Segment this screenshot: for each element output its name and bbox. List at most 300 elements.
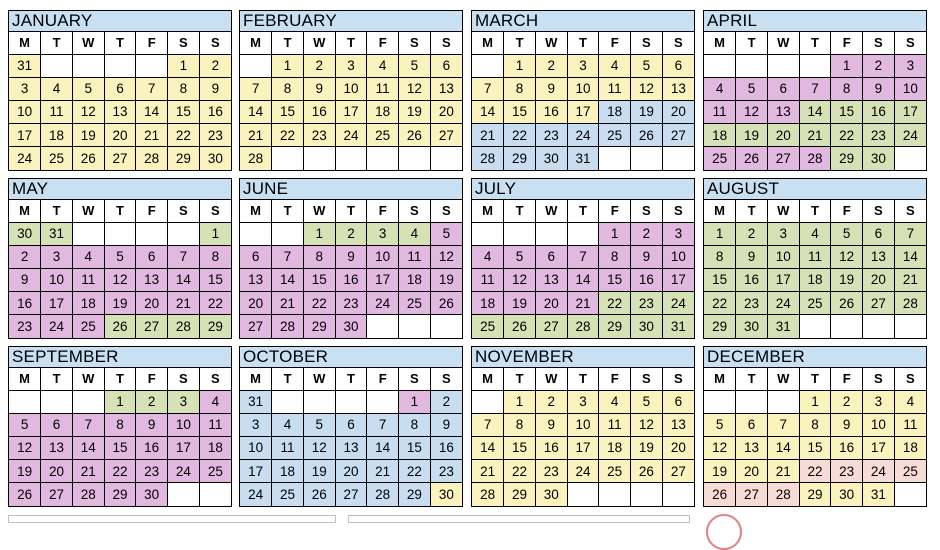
day-cell: 3 — [9, 77, 41, 100]
empty-day-cell — [72, 222, 104, 245]
day-cell: 14 — [240, 100, 272, 123]
day-cell: 14 — [799, 100, 831, 123]
day-cell: 1 — [303, 222, 335, 245]
day-cell: 28 — [472, 483, 504, 506]
day-cell: 14 — [472, 100, 504, 123]
week-row — [9, 315, 231, 338]
day-cell: 23 — [863, 124, 895, 147]
weekday-header: M — [472, 368, 504, 390]
day-cell: 6 — [335, 413, 367, 436]
day-cell: 19 — [399, 100, 431, 123]
day-cell: 30 — [535, 147, 567, 170]
day-cell: 27 — [104, 147, 136, 170]
weekday-header: F — [367, 32, 399, 54]
week-row — [704, 483, 926, 506]
day-cell: 1 — [168, 54, 200, 77]
day-cell: 30 — [335, 315, 367, 338]
weekday-header: S — [894, 368, 926, 390]
day-cell: 4 — [704, 77, 736, 100]
empty-day-cell — [367, 315, 399, 338]
day-cell: 30 — [736, 315, 768, 338]
weekday-header: F — [367, 368, 399, 390]
day-cell: 17 — [240, 460, 272, 483]
day-cell: 5 — [399, 54, 431, 77]
day-cell: 15 — [199, 268, 231, 291]
day-cell: 15 — [303, 268, 335, 291]
month-grid — [472, 32, 694, 170]
day-cell: 2 — [335, 222, 367, 245]
day-cell: 25 — [41, 147, 73, 170]
day-cell: 24 — [240, 483, 272, 506]
day-cell: 25 — [199, 460, 231, 483]
day-cell: 13 — [863, 245, 895, 268]
day-cell: 8 — [168, 77, 200, 100]
weekday-header: S — [399, 200, 431, 222]
day-cell: 1 — [599, 222, 631, 245]
empty-day-cell — [567, 222, 599, 245]
empty-day-cell — [662, 483, 694, 506]
weekday-header: T — [504, 32, 536, 54]
day-cell: 5 — [631, 54, 663, 77]
weekday-header: S — [168, 200, 200, 222]
day-cell: 28 — [799, 147, 831, 170]
empty-day-cell — [535, 222, 567, 245]
weekday-header: S — [399, 32, 431, 54]
day-cell: 9 — [535, 77, 567, 100]
day-cell: 7 — [472, 77, 504, 100]
weekday-header: T — [736, 368, 768, 390]
day-cell: 20 — [736, 460, 768, 483]
weekday-header: M — [704, 200, 736, 222]
day-cell: 13 — [240, 268, 272, 291]
day-cell: 21 — [799, 124, 831, 147]
day-cell: 19 — [72, 124, 104, 147]
day-cell: 26 — [631, 460, 663, 483]
day-cell: 18 — [894, 436, 926, 459]
week-row — [472, 292, 694, 315]
day-cell: 8 — [303, 245, 335, 268]
day-cell: 26 — [104, 315, 136, 338]
day-cell: 21 — [894, 268, 926, 291]
day-cell: 20 — [430, 100, 462, 123]
month-grid — [704, 368, 926, 506]
day-cell: 3 — [367, 222, 399, 245]
week-row — [704, 100, 926, 123]
month-grid — [472, 368, 694, 506]
week-row — [704, 436, 926, 459]
day-cell: 10 — [863, 413, 895, 436]
day-cell: 11 — [599, 413, 631, 436]
day-cell: 26 — [736, 147, 768, 170]
week-row — [9, 292, 231, 315]
day-cell: 4 — [799, 222, 831, 245]
week-row — [704, 390, 926, 413]
weekday-header: W — [303, 200, 335, 222]
day-cell: 24 — [567, 124, 599, 147]
day-cell: 21 — [136, 124, 168, 147]
weekday-header: S — [168, 32, 200, 54]
month-grid — [240, 200, 462, 338]
day-cell: 3 — [567, 54, 599, 77]
day-cell: 15 — [272, 100, 304, 123]
week-row — [240, 292, 462, 315]
weekday-header: F — [599, 368, 631, 390]
weekday-header: T — [736, 32, 768, 54]
empty-day-cell — [831, 315, 863, 338]
day-cell: 5 — [504, 245, 536, 268]
weekday-header: S — [199, 200, 231, 222]
day-cell: 19 — [631, 436, 663, 459]
day-cell: 15 — [831, 100, 863, 123]
day-cell: 6 — [136, 245, 168, 268]
weekday-header: T — [567, 32, 599, 54]
week-row — [704, 77, 926, 100]
day-cell: 29 — [504, 147, 536, 170]
day-cell: 5 — [736, 77, 768, 100]
day-cell: 12 — [736, 100, 768, 123]
day-cell: 29 — [799, 483, 831, 506]
day-cell: 6 — [104, 77, 136, 100]
weekday-header: T — [799, 368, 831, 390]
day-cell: 30 — [9, 222, 41, 245]
empty-day-cell — [168, 483, 200, 506]
day-cell: 4 — [41, 77, 73, 100]
day-cell: 11 — [199, 413, 231, 436]
week-row — [472, 124, 694, 147]
weekday-header: F — [136, 368, 168, 390]
day-cell: 12 — [631, 413, 663, 436]
day-cell: 12 — [430, 245, 462, 268]
day-cell: 19 — [430, 268, 462, 291]
week-row — [704, 147, 926, 170]
day-cell: 14 — [168, 268, 200, 291]
month-name: FEBRUARY — [240, 11, 462, 32]
week-row — [704, 268, 926, 291]
month-name: DECEMBER — [704, 347, 926, 368]
week-row — [240, 222, 462, 245]
day-cell: 15 — [104, 436, 136, 459]
footer-box-left — [8, 515, 336, 523]
day-cell: 5 — [104, 245, 136, 268]
day-cell: 22 — [399, 460, 431, 483]
empty-day-cell — [662, 147, 694, 170]
day-cell: 2 — [199, 54, 231, 77]
day-cell: 8 — [104, 413, 136, 436]
day-cell: 21 — [168, 292, 200, 315]
day-cell: 25 — [894, 460, 926, 483]
day-cell: 12 — [831, 245, 863, 268]
week-row — [472, 436, 694, 459]
empty-day-cell — [72, 390, 104, 413]
day-cell: 21 — [72, 460, 104, 483]
week-row — [240, 413, 462, 436]
day-cell: 10 — [335, 77, 367, 100]
weekday-header-row — [9, 368, 231, 390]
day-cell: 3 — [41, 245, 73, 268]
day-cell: 21 — [472, 460, 504, 483]
day-cell: 14 — [472, 436, 504, 459]
month-name: OCTOBER — [240, 347, 462, 368]
day-cell: 1 — [704, 222, 736, 245]
day-cell: 16 — [430, 436, 462, 459]
empty-day-cell — [399, 315, 431, 338]
day-cell: 28 — [367, 483, 399, 506]
week-row — [9, 100, 231, 123]
day-cell: 18 — [599, 100, 631, 123]
month-september — [8, 346, 232, 507]
month-grid — [9, 368, 231, 506]
day-cell: 11 — [472, 268, 504, 291]
weekday-header: W — [767, 200, 799, 222]
day-cell: 31 — [9, 54, 41, 77]
day-cell: 10 — [767, 245, 799, 268]
week-row — [240, 147, 462, 170]
day-cell: 5 — [430, 222, 462, 245]
day-cell: 26 — [9, 483, 41, 506]
day-cell: 20 — [41, 460, 73, 483]
week-row — [240, 460, 462, 483]
day-cell: 11 — [599, 77, 631, 100]
weekday-header: W — [72, 32, 104, 54]
weekday-header: T — [799, 32, 831, 54]
day-cell: 16 — [535, 100, 567, 123]
day-cell: 10 — [567, 413, 599, 436]
month-july — [471, 178, 695, 339]
weekday-header: F — [599, 200, 631, 222]
day-cell: 8 — [399, 413, 431, 436]
day-cell: 12 — [631, 77, 663, 100]
month-may — [8, 178, 232, 339]
weekday-header: S — [894, 32, 926, 54]
day-cell: 20 — [335, 460, 367, 483]
month-grid — [240, 368, 462, 506]
weekday-header: F — [599, 32, 631, 54]
weekday-header: M — [9, 368, 41, 390]
day-cell: 6 — [767, 77, 799, 100]
weekday-header: F — [136, 32, 168, 54]
day-cell: 11 — [272, 436, 304, 459]
day-cell: 27 — [535, 315, 567, 338]
day-cell: 18 — [599, 436, 631, 459]
day-cell: 18 — [472, 292, 504, 315]
weekday-header-row — [704, 200, 926, 222]
week-row — [472, 245, 694, 268]
week-row — [472, 268, 694, 291]
day-cell: 3 — [240, 413, 272, 436]
week-row — [9, 268, 231, 291]
weekday-header: F — [831, 368, 863, 390]
weekday-header: W — [303, 368, 335, 390]
day-cell: 9 — [736, 245, 768, 268]
week-row — [472, 315, 694, 338]
day-cell: 4 — [72, 245, 104, 268]
day-cell: 21 — [567, 292, 599, 315]
day-cell: 29 — [168, 147, 200, 170]
weekday-header-row — [704, 368, 926, 390]
day-cell: 14 — [136, 100, 168, 123]
day-cell: 17 — [567, 100, 599, 123]
day-cell: 23 — [9, 315, 41, 338]
day-cell: 24 — [335, 124, 367, 147]
weekday-header: S — [863, 32, 895, 54]
day-cell: 6 — [662, 390, 694, 413]
weekday-header: S — [199, 32, 231, 54]
day-cell: 31 — [662, 315, 694, 338]
day-cell: 31 — [567, 147, 599, 170]
day-cell: 9 — [863, 77, 895, 100]
day-cell: 30 — [831, 483, 863, 506]
day-cell: 12 — [303, 436, 335, 459]
weekday-header-row — [472, 32, 694, 54]
weekday-header: T — [335, 200, 367, 222]
day-cell: 11 — [894, 413, 926, 436]
empty-day-cell — [736, 54, 768, 77]
day-cell: 30 — [199, 147, 231, 170]
month-name: SEPTEMBER — [9, 347, 231, 368]
week-row — [472, 147, 694, 170]
month-november — [471, 346, 695, 507]
day-cell: 6 — [240, 245, 272, 268]
empty-day-cell — [504, 222, 536, 245]
empty-day-cell — [599, 147, 631, 170]
day-cell: 1 — [199, 222, 231, 245]
day-cell: 10 — [662, 245, 694, 268]
day-cell: 25 — [272, 483, 304, 506]
month-june — [239, 178, 463, 339]
day-cell: 26 — [704, 483, 736, 506]
weekday-header: M — [472, 200, 504, 222]
day-cell: 23 — [335, 292, 367, 315]
week-row — [240, 245, 462, 268]
day-cell: 1 — [272, 54, 304, 77]
day-cell: 2 — [631, 222, 663, 245]
day-cell: 22 — [799, 460, 831, 483]
week-row — [704, 460, 926, 483]
week-row — [240, 390, 462, 413]
day-cell: 22 — [599, 292, 631, 315]
day-cell: 8 — [504, 77, 536, 100]
weekday-header: M — [472, 32, 504, 54]
day-cell: 25 — [799, 292, 831, 315]
day-cell: 23 — [136, 460, 168, 483]
week-row — [704, 315, 926, 338]
weekday-header: M — [704, 368, 736, 390]
day-cell: 29 — [599, 315, 631, 338]
day-cell: 21 — [367, 460, 399, 483]
day-cell: 24 — [567, 460, 599, 483]
week-row — [472, 54, 694, 77]
day-cell: 29 — [704, 315, 736, 338]
empty-day-cell — [240, 54, 272, 77]
day-cell: 20 — [136, 292, 168, 315]
day-cell: 3 — [863, 390, 895, 413]
day-cell: 20 — [104, 124, 136, 147]
day-cell: 27 — [136, 315, 168, 338]
footer-logo-circle — [706, 514, 742, 550]
day-cell: 13 — [767, 100, 799, 123]
weekday-header: M — [240, 368, 272, 390]
day-cell: 7 — [894, 222, 926, 245]
month-august — [703, 178, 927, 339]
weekday-header: S — [863, 368, 895, 390]
day-cell: 18 — [272, 460, 304, 483]
weekday-header: T — [335, 32, 367, 54]
week-row — [9, 147, 231, 170]
empty-day-cell — [104, 54, 136, 77]
day-cell: 20 — [662, 436, 694, 459]
month-grid — [472, 200, 694, 338]
day-cell: 13 — [41, 436, 73, 459]
day-cell: 19 — [831, 268, 863, 291]
week-row — [472, 413, 694, 436]
day-cell: 1 — [799, 390, 831, 413]
day-cell: 8 — [504, 413, 536, 436]
day-cell: 7 — [567, 245, 599, 268]
day-cell: 7 — [72, 413, 104, 436]
day-cell: 28 — [168, 315, 200, 338]
month-grid — [704, 200, 926, 338]
month-name: JULY — [472, 179, 694, 200]
day-cell: 2 — [303, 54, 335, 77]
week-row — [704, 245, 926, 268]
day-cell: 19 — [303, 460, 335, 483]
day-cell: 16 — [335, 268, 367, 291]
day-cell: 9 — [199, 77, 231, 100]
day-cell: 22 — [104, 460, 136, 483]
day-cell: 7 — [472, 413, 504, 436]
empty-day-cell — [104, 222, 136, 245]
weekday-header: W — [72, 200, 104, 222]
day-cell: 20 — [662, 100, 694, 123]
day-cell: 7 — [136, 77, 168, 100]
day-cell: 28 — [272, 315, 304, 338]
weekday-header: T — [272, 368, 304, 390]
day-cell: 13 — [535, 268, 567, 291]
day-cell: 7 — [240, 77, 272, 100]
empty-day-cell — [894, 483, 926, 506]
day-cell: 27 — [335, 483, 367, 506]
day-cell: 17 — [767, 268, 799, 291]
day-cell: 28 — [767, 483, 799, 506]
day-cell: 12 — [704, 436, 736, 459]
day-cell: 21 — [272, 292, 304, 315]
day-cell: 6 — [662, 54, 694, 77]
day-cell: 13 — [662, 413, 694, 436]
day-cell: 31 — [767, 315, 799, 338]
day-cell: 23 — [535, 124, 567, 147]
month-name: NOVEMBER — [472, 347, 694, 368]
weekday-header: T — [504, 200, 536, 222]
week-row — [9, 245, 231, 268]
day-cell: 4 — [272, 413, 304, 436]
day-cell: 12 — [72, 100, 104, 123]
day-cell: 14 — [72, 436, 104, 459]
day-cell: 27 — [863, 292, 895, 315]
day-cell: 16 — [863, 100, 895, 123]
day-cell: 10 — [168, 413, 200, 436]
day-cell: 21 — [472, 124, 504, 147]
weekday-header: T — [504, 368, 536, 390]
day-cell: 3 — [168, 390, 200, 413]
day-cell: 17 — [41, 292, 73, 315]
day-cell: 7 — [272, 245, 304, 268]
day-cell: 25 — [704, 147, 736, 170]
day-cell: 25 — [72, 315, 104, 338]
week-row — [240, 483, 462, 506]
empty-day-cell — [430, 147, 462, 170]
weekday-header: S — [631, 32, 663, 54]
empty-day-cell — [136, 54, 168, 77]
